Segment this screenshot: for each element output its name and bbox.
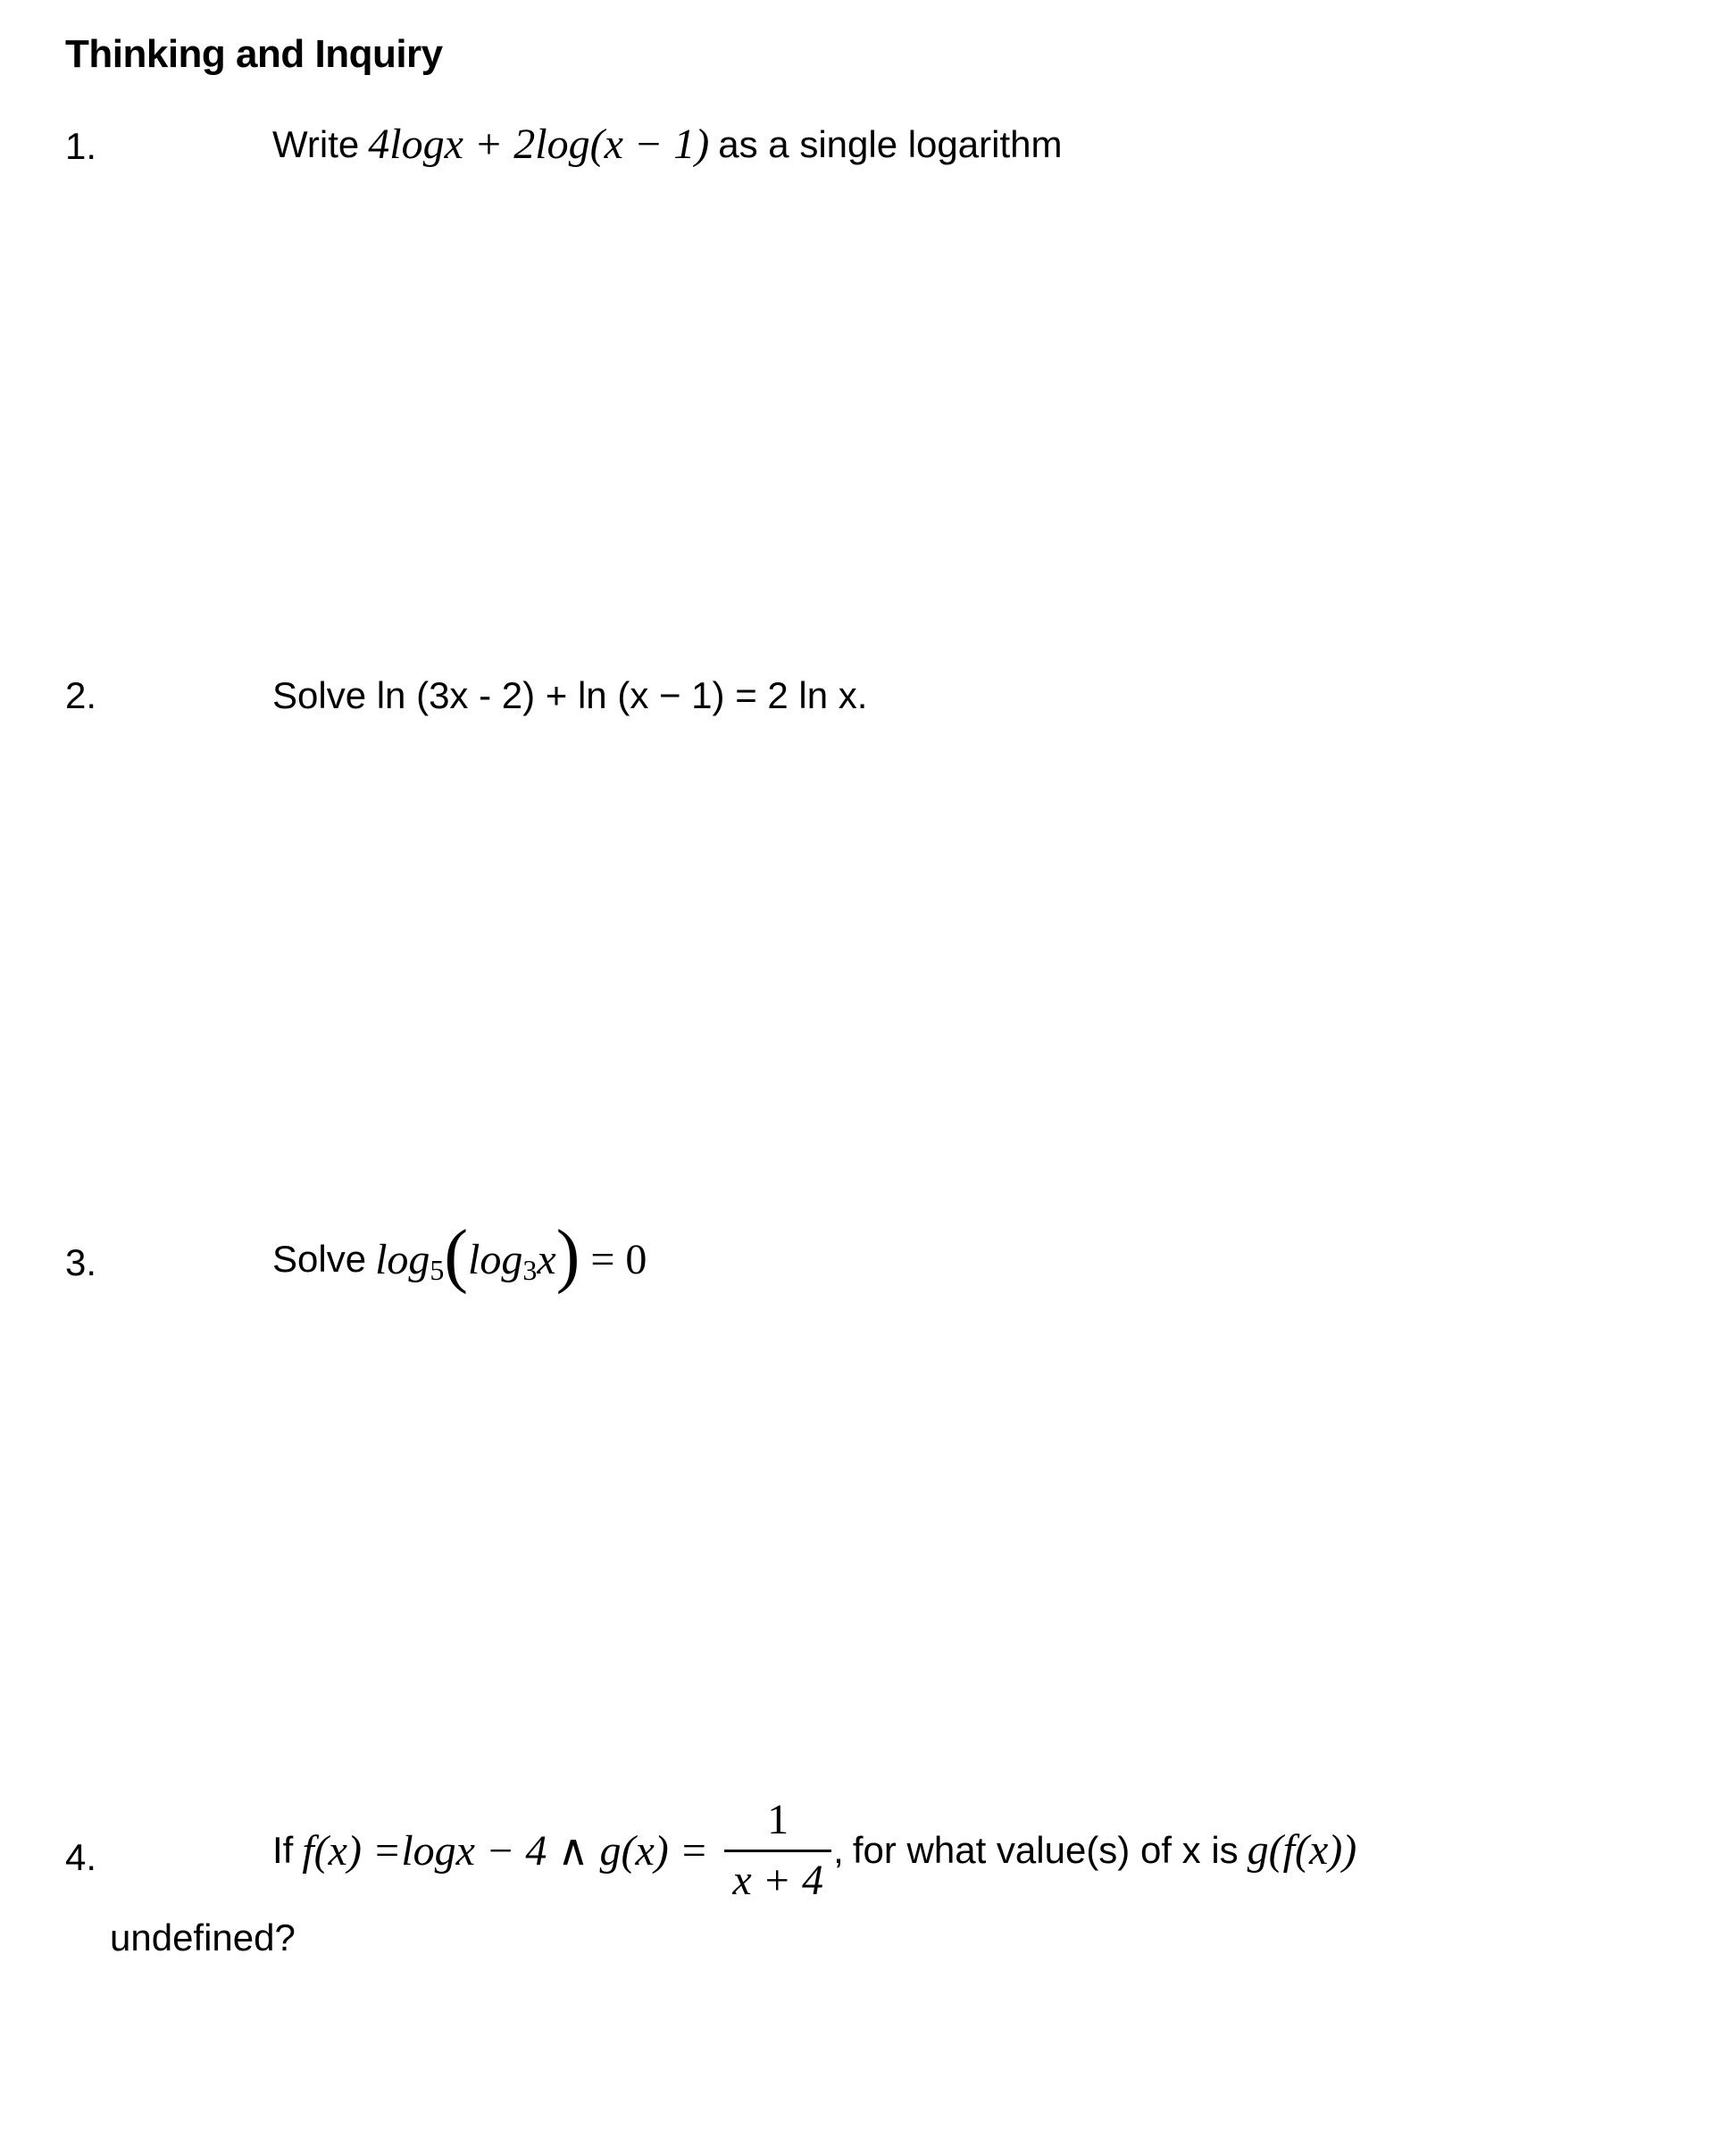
fraction-numerator: 1: [767, 1796, 789, 1843]
question-1-suffix: as a single logarithm: [718, 122, 1063, 165]
question-3-outer-log: log: [375, 1235, 430, 1283]
question-1-prefix: Write: [272, 122, 360, 165]
question-4-composite: g(f(x)): [1247, 1826, 1357, 1874]
question-3-inner-log: log: [468, 1235, 523, 1283]
question-1-number: 1.: [65, 125, 97, 167]
question-2-text: Solve ln (3x - 2) + ln (x − 1) = 2 ln x.: [272, 674, 868, 716]
question-4-fraction: [724, 1795, 831, 1905]
fraction-denominator: x + 4: [732, 1857, 824, 1904]
question-3-equation: [375, 1216, 647, 1295]
section-heading: Thinking and Inquiry: [65, 32, 443, 76]
question-4-suffix: for what value(s) of x is: [852, 1828, 1239, 1871]
question-4-number: 4.: [65, 1836, 97, 1878]
question-4-line2: undefined?: [110, 1917, 296, 1958]
question-4-prefix: If: [272, 1828, 294, 1871]
question-4-text: [272, 1795, 1365, 1905]
question-3-prefix: Solve: [272, 1238, 367, 1280]
question-2-number: 2.: [65, 674, 97, 716]
question-3-inner-arg: x: [537, 1235, 556, 1283]
question-4-functions: f(x) =logx − 4 ∧ g(x) =: [302, 1826, 709, 1875]
question-1-expression: 4logx + 2log(x − 1): [368, 121, 710, 168]
question-3-number: 3.: [65, 1241, 97, 1283]
question-3-right-paren: ): [555, 1216, 580, 1295]
question-3-inner-base: 3: [522, 1253, 538, 1286]
question-3-text: [272, 1216, 655, 1295]
question-3-outer-base: 5: [430, 1253, 445, 1286]
question-1-text: [272, 120, 1062, 169]
question-3-rhs: = 0: [590, 1235, 647, 1283]
question-3-left-paren: (: [444, 1216, 469, 1295]
question-4-comma: ,: [833, 1828, 844, 1871]
